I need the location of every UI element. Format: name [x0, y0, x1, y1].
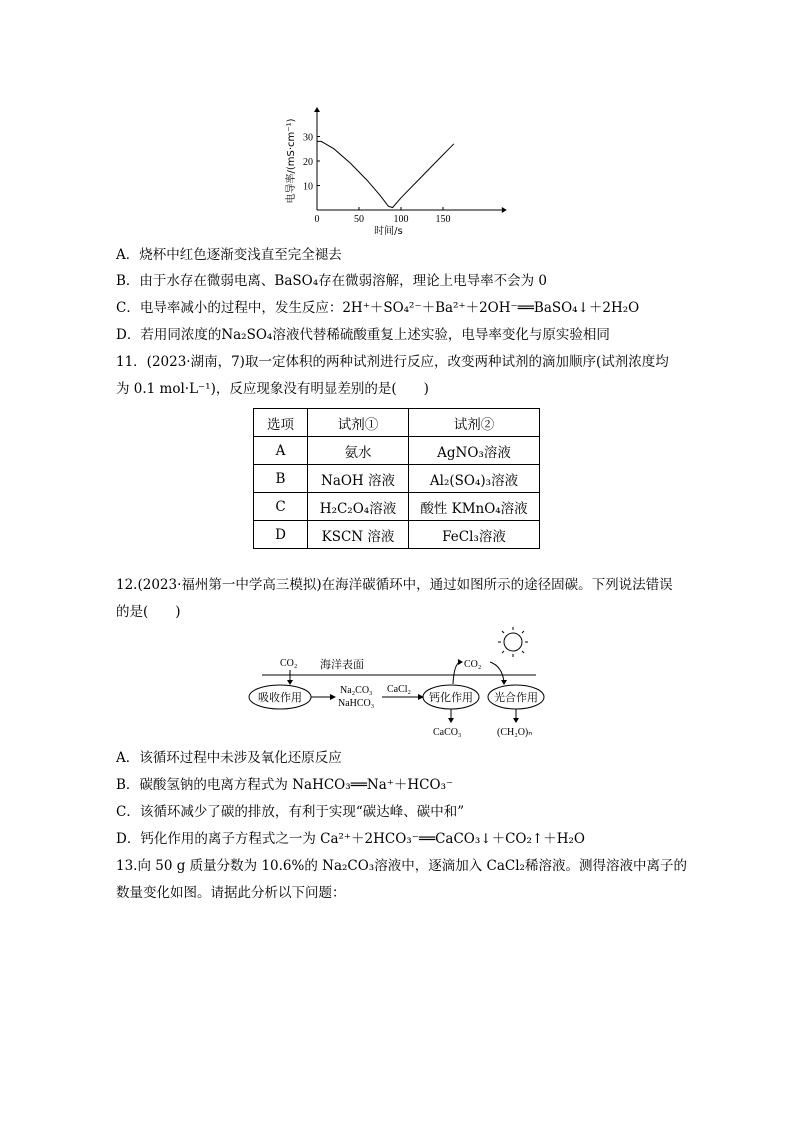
nahco3-label: NaHCO₃	[338, 698, 375, 709]
table-header-cell: 选项	[254, 409, 308, 437]
sun-icon	[498, 627, 528, 657]
calcify-label: 钙化作用	[429, 691, 473, 704]
na2co3-label: Na₂CO₃	[340, 685, 373, 696]
table-header-cell: 试剂②	[409, 409, 540, 437]
q10-option-a: A．烧杯中红色逐渐变浅直至完全褪去	[116, 247, 342, 263]
co2-released-label: CO₂	[464, 659, 482, 670]
table-row	[254, 437, 540, 465]
q12-stem-line2: 的是( )	[116, 604, 181, 620]
table-header-row	[254, 409, 540, 437]
table-cell: A	[254, 437, 308, 465]
table-cell: 酸性 KMnO₄溶液	[409, 493, 540, 521]
q13-stem-line1: 13.向 50 g 质量分数为 10.6%的 Na₂CO₃溶液中，逐滴加入 CaCl₂稀溶液。测得溶液中离子的	[116, 858, 687, 874]
table-cell: 氨水	[308, 437, 409, 465]
x-tick-label: 100	[393, 214, 409, 225]
q10-option-d: D．若用同浓度的Na₂SO₄溶液代替稀硫酸重复上述实验，电导率变化与原实验相同	[116, 327, 610, 343]
q11-options-table	[253, 408, 540, 549]
table-cell: H₂C₂O₄溶液	[308, 493, 409, 521]
q11-stem-line2: 为 0.1 mol·L⁻¹)，反应现象没有明显差别的是( )	[116, 381, 429, 397]
table-cell: KSCN 溶液	[308, 521, 409, 549]
table-row	[254, 465, 540, 493]
table-cell: B	[254, 465, 308, 493]
q10-option-b: B．由于水存在微弱电离、BaSO₄存在微弱溶解，理论上电导率不会为 0	[116, 273, 547, 289]
y-axis-arrow	[314, 107, 320, 112]
table-cell: NaOH 溶液	[308, 465, 409, 493]
x-tick-label: 50	[354, 214, 364, 225]
x-tick-label: 150	[435, 214, 451, 225]
table-cell: D	[254, 521, 308, 549]
table-cell: FeCl₃溶液	[409, 521, 540, 549]
q12-option-c: C．该循环减少了碳的排放，有利于实现“碳达峰、碳中和”	[116, 804, 465, 820]
y-tick-label: 10	[303, 181, 313, 193]
x-axis-label: 时间/s	[374, 226, 403, 237]
q12-option-b: B．碳酸氢钠的电离方程式为 NaHCO₃══Na⁺＋HCO₃⁻	[116, 777, 454, 793]
table-header-cell: 试剂①	[308, 409, 409, 437]
photosynthesis-label: 光合作用	[494, 691, 538, 704]
co2-input-label: CO₂	[280, 658, 298, 669]
table-cell: C	[254, 493, 308, 521]
conductivity-series-line	[317, 141, 454, 207]
x-tick-label: 0	[314, 214, 320, 225]
caco3-label: CaCO₃	[433, 727, 462, 738]
q12-option-d: D．钙化作用的离子方程式之一为 Ca²⁺＋2HCO₃⁻══CaCO₃↓＋CO₂↑＋H₂O	[116, 831, 585, 847]
ch2o-label: (CH₂O)ₙ	[497, 727, 533, 738]
q11-stem-line1: 11．(2023·湖南，7)取一定体积的两种试剂进行反应，改变两种试剂的滴加顺序(试剂浓度均	[116, 354, 669, 370]
y-tick-label: 30	[303, 132, 313, 144]
q12-stem-line1: 12.(2023·福州第一中学高三模拟)在海洋碳循环中，通过如图所示的途径固碳。下列说法错误	[116, 577, 673, 593]
y-tick-label: 20	[303, 157, 313, 168]
table-row	[254, 493, 540, 521]
table-cell: Al₂(SO₄)₃溶液	[409, 465, 540, 493]
table-row	[254, 521, 540, 549]
carbon-cycle-diagram	[240, 626, 550, 742]
q13-stem-line2: 数量变化如图。请据此分析以下问题：	[116, 885, 346, 901]
x-axis-arrow	[502, 207, 507, 213]
table-cell: AgNO₃溶液	[409, 437, 540, 465]
y-axis-label: 电导率/(mS·cm⁻¹)	[286, 118, 297, 204]
absorb-label: 吸收作用	[258, 691, 302, 704]
conductivity-chart	[276, 92, 516, 242]
cacl2-label: CaCl₂	[387, 684, 412, 695]
q10-option-c: C．电导率减小的过程中，发生反应：2H⁺＋SO₄²⁻＋Ba²⁺＋2OH⁻══BaSO₄↓＋2H₂O	[116, 300, 640, 316]
sea-surface-label: 海洋表面	[320, 658, 364, 671]
q12-option-a: A．该循环过程中未涉及氧化还原反应	[116, 750, 342, 766]
